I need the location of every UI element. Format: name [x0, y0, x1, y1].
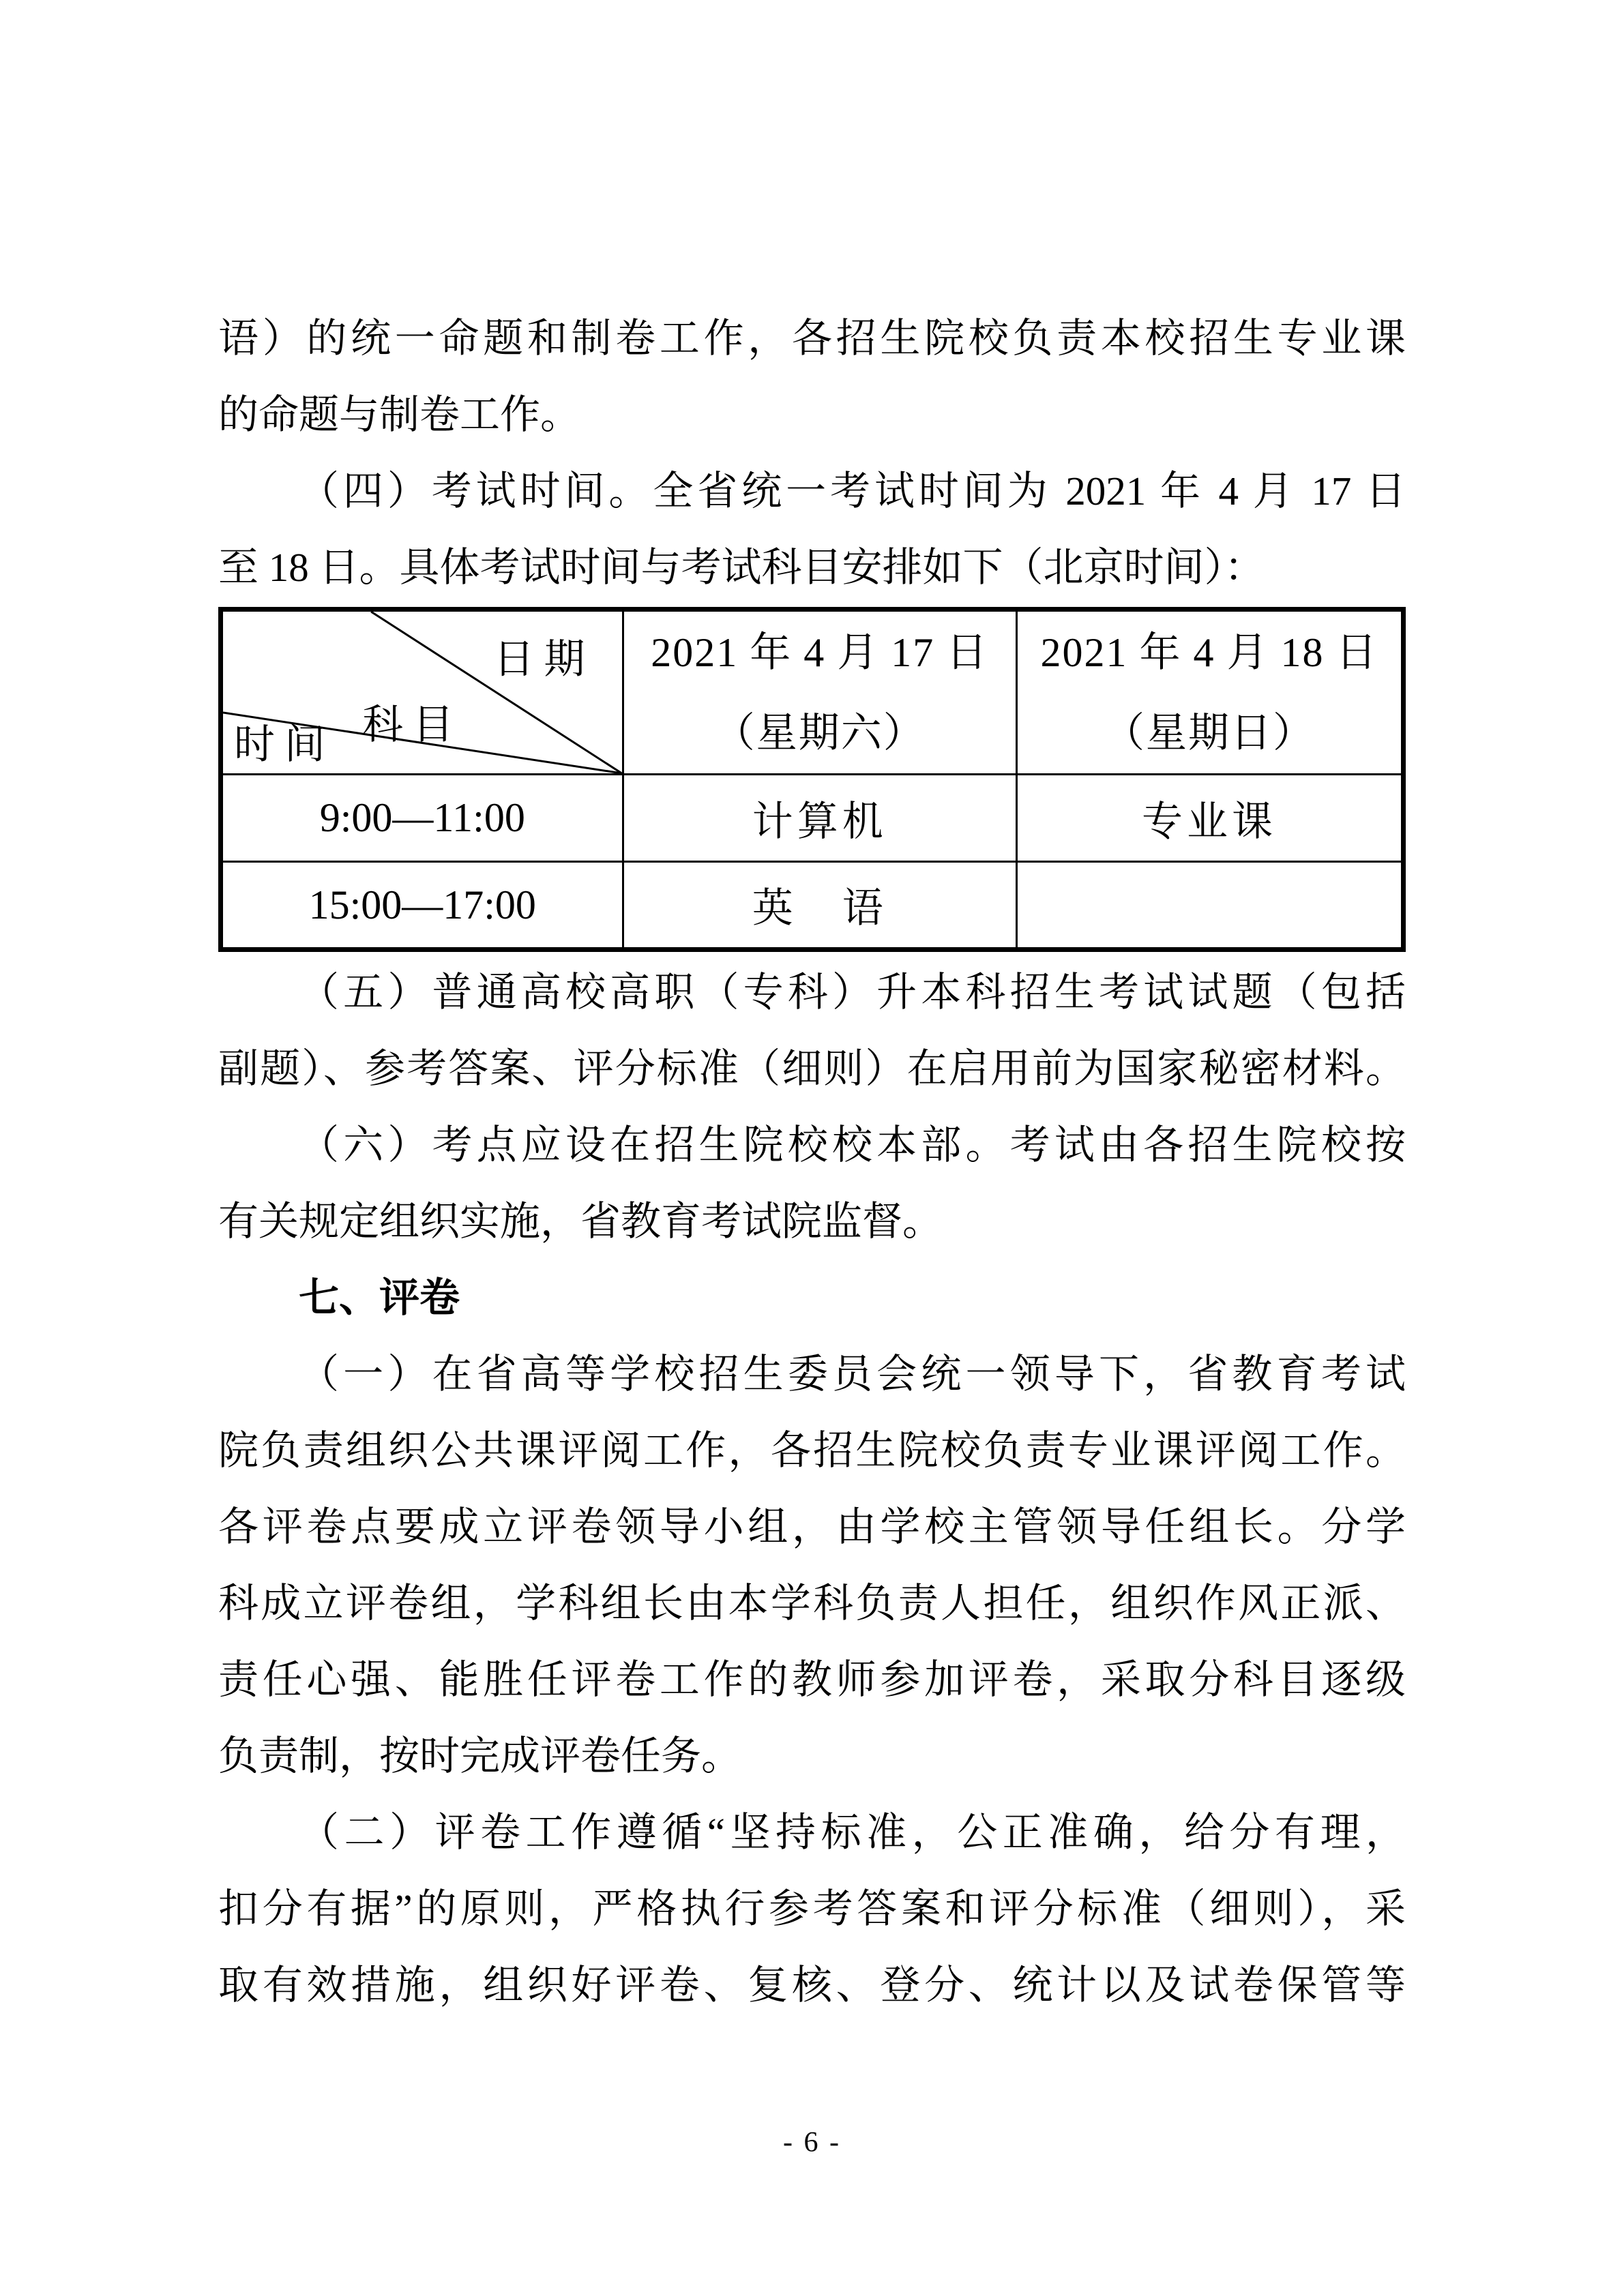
day-header-date: 2021 年 4 月 17 日: [651, 629, 989, 675]
body-line: 取有效措施，组织好评卷、复核、登分、统计以及试卷保管等: [218, 1963, 1406, 2008]
body-line: 各评卷点要成立评卷领导小组，由学校主管领导任组长。分学: [218, 1504, 1406, 1549]
time-cell: 9:00—11:00: [221, 775, 623, 862]
table-row-morning: [221, 775, 1404, 862]
body-line: 的命题与制卷工作。: [218, 392, 581, 437]
body-line: （二）评卷工作遵循“坚持标准，公正准确，给分有理，: [299, 1810, 1406, 1855]
body-line: （五）普通高校高职（专科）升本科招生考试试题（包括: [299, 970, 1406, 1015]
table-header-row: [221, 610, 1404, 775]
body-line: 负责制，按时完成评卷任务。: [218, 1733, 742, 1778]
body-line: 扣分有据”的原则，严格执行参考答案和评分标准（细则），采: [218, 1886, 1406, 1931]
subject-cell: 英 语: [623, 862, 1016, 950]
day-header-date: 2021 年 4 月 18 日: [1040, 629, 1378, 675]
time-cell: 15:00—17:00: [221, 862, 623, 950]
body-line: （六）考点应设在招生院校校本部。考试由各招生院校按: [299, 1122, 1406, 1167]
corner-header-cell: [221, 610, 623, 775]
page-number: - 6 -: [783, 2127, 841, 2158]
exam-schedule-table: [218, 607, 1406, 952]
body-line: （一）在省高等学校招生委员会统一领导下，省教育考试: [299, 1352, 1406, 1397]
body-line: 副题）、参考答案、评分标准（细则）在启用前为国家秘密材料。: [218, 1046, 1406, 1091]
body-line: 语）的统一命题和制卷工作，各招生院校负责本校招生专业课: [218, 316, 1406, 361]
subject-cell: 计算机: [623, 775, 1016, 862]
subject-cell: [1016, 862, 1403, 950]
day-header-apr18: [1016, 610, 1403, 775]
corner-label-time: 时间: [234, 722, 335, 767]
body-line: 院负责组织公共课评阅工作，各招生院校负责专业课评阅工作。: [218, 1428, 1406, 1473]
table-row-afternoon: [221, 862, 1404, 950]
corner-label-subject: 科目: [362, 702, 463, 747]
day-header-weekday: （星期六）: [713, 710, 926, 756]
section-heading: 七、评卷: [299, 1275, 460, 1320]
body-line: 有关规定组织实施，省教育考试院监督。: [218, 1199, 943, 1244]
day-header-apr17: [623, 610, 1016, 775]
day-header-weekday: （星期日）: [1103, 710, 1315, 756]
body-line: 科成立评卷组，学科组长由本学科负责人担任，组织作风正派、: [218, 1581, 1406, 1626]
subject-cell: 专业课: [1016, 775, 1403, 862]
body-line: 至 18 日。具体考试时间与考试科目安排如下（北京时间）：: [218, 545, 1265, 590]
body-line: 责任心强、能胜任评卷工作的教师参加评卷，采取分科目逐级: [218, 1657, 1406, 1702]
body-line: （四）考试时间。全省统一考试时间为 2021 年 4 月 17 日: [299, 468, 1406, 513]
corner-label-date: 日期: [493, 637, 595, 682]
